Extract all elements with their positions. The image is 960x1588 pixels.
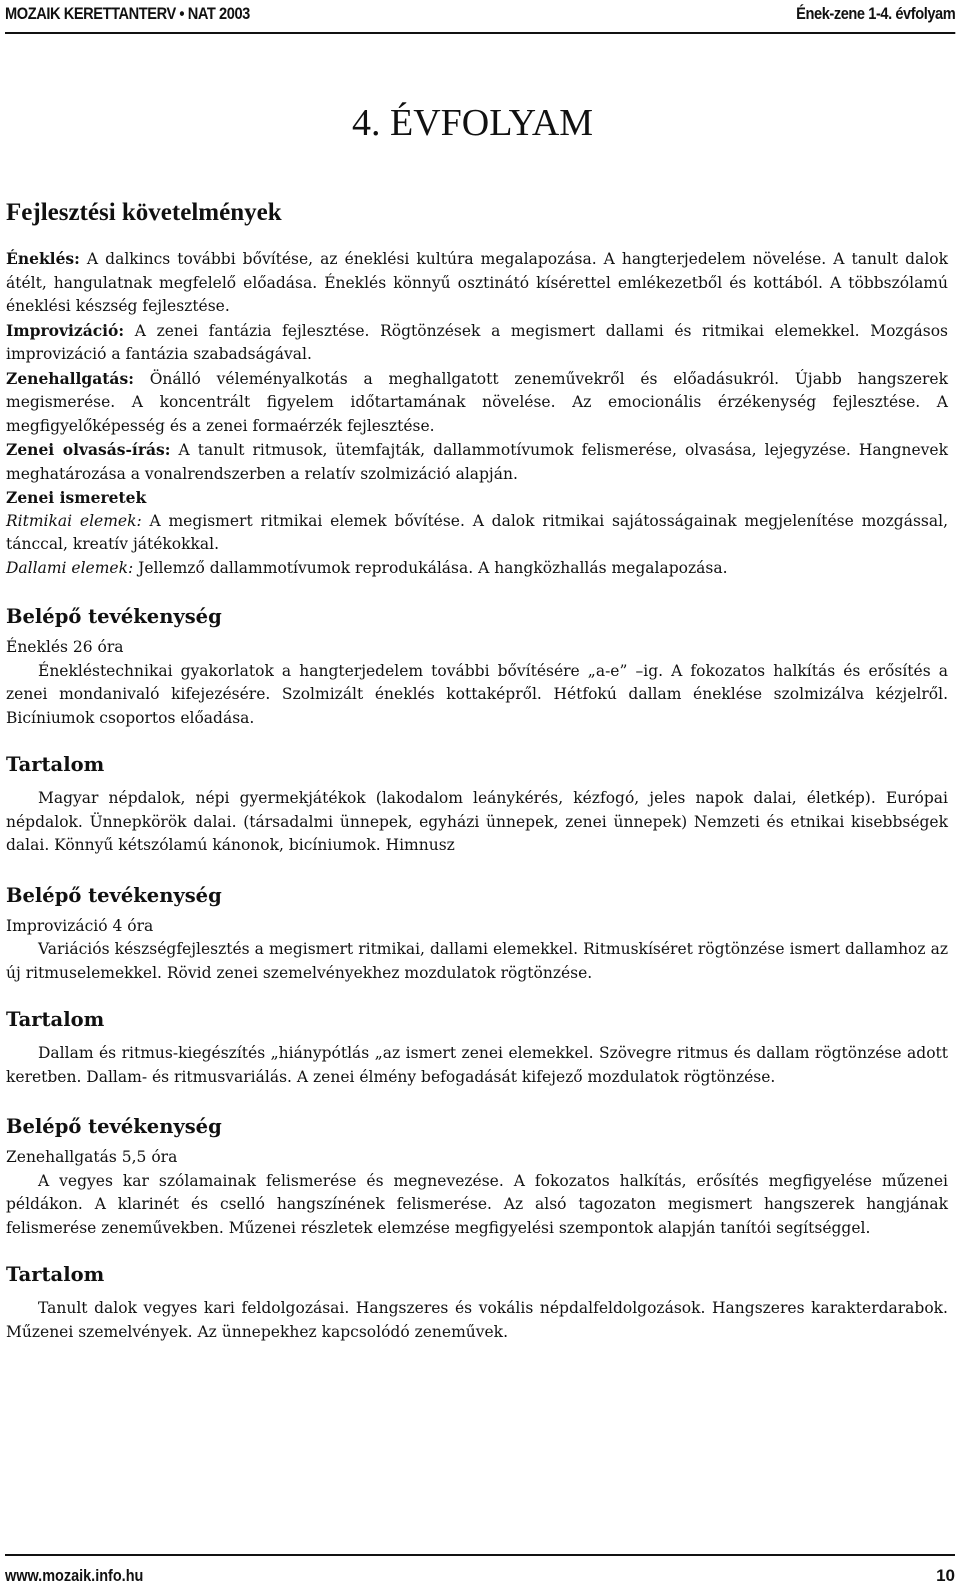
requirement-label: Éneklés: [6,249,80,268]
requirement-melody [6,557,948,581]
content-text: Magyar népdalok, népi gyermekjátékok (lakodalom leánykérés, kézfogó, jeles napok dalai, életkép). Európai népdalok. Ünnepkörök dalai. (társadalmi ünnepek, egyházi ünnepek, zenei ünnepek) Nemzeti és etnikai kisebbségek dalai. Könnyű kétszólamú kánonok, bicíniumok. Himnusz [6,789,948,854]
section-subject: Zenehallgatás 5,5 óra [6,1148,178,1166]
document-body [6,196,948,1344]
page-footer [5,1554,955,1586]
section-singing [6,602,948,858]
section-listening [6,1112,948,1344]
content-heading: Tartalom [6,1008,105,1031]
section-improvisation [6,881,948,1090]
requirement-rhythm [6,510,948,557]
requirement-text: A dalkincs további bővítése, az éneklési kultúra megalapozása. A hangterjedelem növelése. A tanult dalok átélt, hangulatnak megfelelő előadása. Éneklés könnyű osztinátó kísérettel emlékezetből és kottából. A többszólamú éneklési készség fejlesztése. [6,250,948,315]
knowledge-heading: Zenei ismeretek [6,488,147,507]
requirement-text: A megismert ritmikai elemek bővítése. A dalok ritmikai sajátosságainak megjelenítése mozgással, tánccal, kreatív játékokkal. [6,511,948,553]
page-number: 10 [936,1566,955,1585]
requirement-label: Improvizáció: [6,320,125,340]
section-subject: Improvizáció 4 óra [6,916,154,935]
requirement-listening [6,367,948,439]
requirement-label: Zenei olvasás-írás: [6,440,171,459]
requirement-text: A zenei fantázia fejlesztése. Rögtönzések a megismert dallami és ritmikai elemekkel. Mozgásos improvizáció a fantázia szabadságával. [6,321,948,363]
content-text: Dallam és ritmus-kiegészítés „hiánypótlás „az ismert zenei elemekkel. Szövegre ritmus és dallam rögtönzése adott keretben. Dallam- és ritmusvariálás. A zenei élmény befogadását kifejező mozdulatok rögtönzése. [6,1044,948,1086]
requirement-text: A tanult ritmusok, ütemfajták, dallammotívumok felismerése, olvasása, lejegyzése. Hangnevek meghatározása a vonalrendszerben a relatív szolmizáció alapján. [6,441,948,483]
entry-activity-heading: Belépő tevékenység [6,1115,222,1138]
content-text: Tanult dalok vegyes kari feldolgozásai. Hangszeres és vokális népdalfeldolgozások. Hangszeres karakterdarabok. Műzenei szemelvények. Az ünnepekhez kapcsolódó zeneművek. [6,1299,948,1341]
section-subject: Éneklés 26 óra [6,638,124,656]
entry-activity-heading: Belépő tevékenység [6,883,222,907]
requirement-text: Jellemző dallammotívumok reprodukálása. A hangközhallás megalapozása. [133,558,728,577]
chapter-title: 4. ÉVFOLYAM [352,102,594,144]
content-heading: Tartalom [6,753,105,776]
entry-activity-text: A vegyes kar szólamainak felismerése és megnevezése. A fokozatos halkítás, erősítés megfigyelése műzenei példákon. A klarinét és cselló hangszínének felismerése. Az alsó tagozaton megismert hangszerek hangjának felismerése zeneművekben. Műzenei részletek elemzése megfigyelési szempontok alapján tanítói segítséggel. [6,1171,948,1237]
requirements-heading: Fejlesztési követelmények [6,199,282,226]
content-heading: Tartalom [6,1263,105,1286]
entry-activity-text: Énekléstechnikai gyakorlatok a hangterjedelem további bővítésére „a-e” –ig. A fokozatos halkítás és erősítés a zenei mondanivaló kifejezésére. Szolmizált éneklés kottaképről. Hétfokú dallam éneklése szolmizálva kézjelről. Bicíniumok csoportos előadása. [6,661,948,727]
footer-url-link[interactable]: www.mozaik.info.hu [5,1566,144,1585]
requirement-label: Zenehallgatás: [6,368,134,388]
entry-activity-heading: Belépő tevékenység [6,605,222,628]
header-series-title: MOZAIK KERETTANTERV • NAT 2003 [5,4,250,23]
page-header [5,4,955,34]
requirement-label: Ritmikai elemek: [6,511,142,530]
requirement-singing [6,247,948,319]
requirement-label: Dallami elemek: [6,558,134,577]
requirement-improvisation [6,319,948,367]
requirement-reading [6,438,948,486]
requirement-text: Önálló véleményalkotás a meghallgatott zeneművekről és előadásukról. Újabb hangszerek megismerése. A koncentrált figyelem időtartamának növelése. Az emocionális érzékenység fejlesztése. A megfigyelőképesség és a zenei formaérzék fejlesztése. [6,369,948,435]
entry-activity-text: Variációs készségfejlesztés a megismert ritmikai, dallami elemekkel. Ritmuskíséret rögtönzése ismert dallamhoz az új ritmuselemekkel. Rövid zenei szemelvényekhez mozdulatok rögtönzése. [6,940,948,982]
header-subject-title: Ének-zene 1-4. évfolyam [796,4,956,23]
